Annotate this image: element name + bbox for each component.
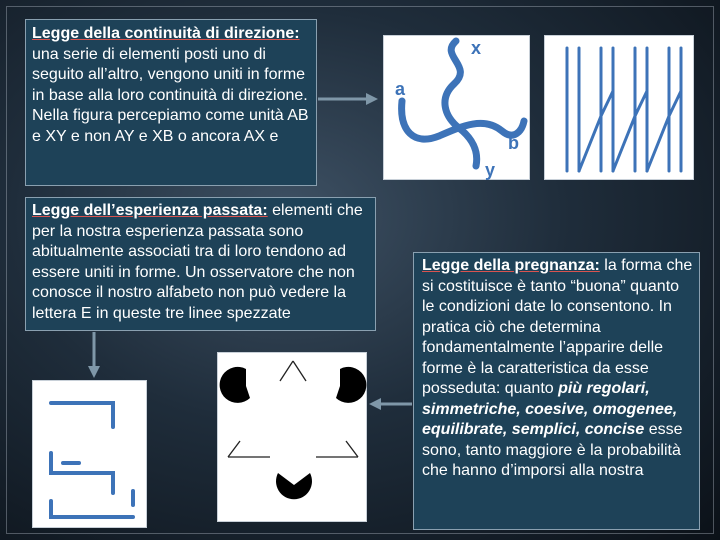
continuity-curves — [384, 36, 531, 181]
pregnance-law-box — [413, 252, 700, 530]
label-y: y — [485, 160, 496, 180]
continuity-law-text: una serie di elementi posti uno di seguito all’altro, vengono uniti in forme in base alla loro continuità di direzione. Nella figura percepiamo come unità AB e XY e non AY e XB o ancora AX e — [32, 45, 309, 145]
curve-xy — [445, 41, 477, 166]
past-experience-law-heading: Legge dell’esperienza passata: — [32, 202, 268, 219]
past-experience-law-box — [25, 197, 376, 331]
continuity-law-heading: Legge della continuità di direzione: — [32, 25, 300, 42]
pregnance-law-emphasis: più regolari, simmetriche, coesive, omogenee, equilibrate, semplici, concise — [422, 380, 678, 438]
label-a: a — [395, 79, 406, 99]
lines-figure — [544, 35, 694, 180]
pregnance-law-text-b: esse sono, tanto maggiore è la probabilità che hanno d’imporsi alla nostra — [422, 421, 683, 479]
lines-drawing — [545, 36, 695, 181]
letter-e-drawing — [33, 381, 148, 529]
label-x: x — [471, 38, 482, 58]
pregnance-law-heading: Legge della pregnanza: — [422, 257, 600, 274]
pacman-right — [336, 367, 366, 403]
kanizsa-figure — [217, 352, 367, 522]
pregnance-law-text-a: la forma che si costituisce è tanto “buona” quanto le condizioni date lo consentono. In pratica ciò che determina fondamentalmente l’apparire delle forme è la caratteristica da esse posseduta: quanto — [422, 257, 693, 397]
label-b: b — [508, 133, 519, 153]
letter-e-figure — [32, 380, 147, 528]
kanizsa-drawing — [218, 353, 368, 523]
continuity-figure — [383, 35, 530, 180]
past-experience-law-text: elementi che per la nostra esperienza passata sono abitualmente associati tra di loro tendono ad essere uniti in forme. Un osservatore che non conosce il nostro alfabeto non può vedere la lettera E in queste tre linee spezzate — [32, 202, 363, 322]
pacman-left — [220, 367, 250, 403]
pacman-bottom — [276, 473, 312, 499]
continuity-law-box — [25, 19, 317, 186]
